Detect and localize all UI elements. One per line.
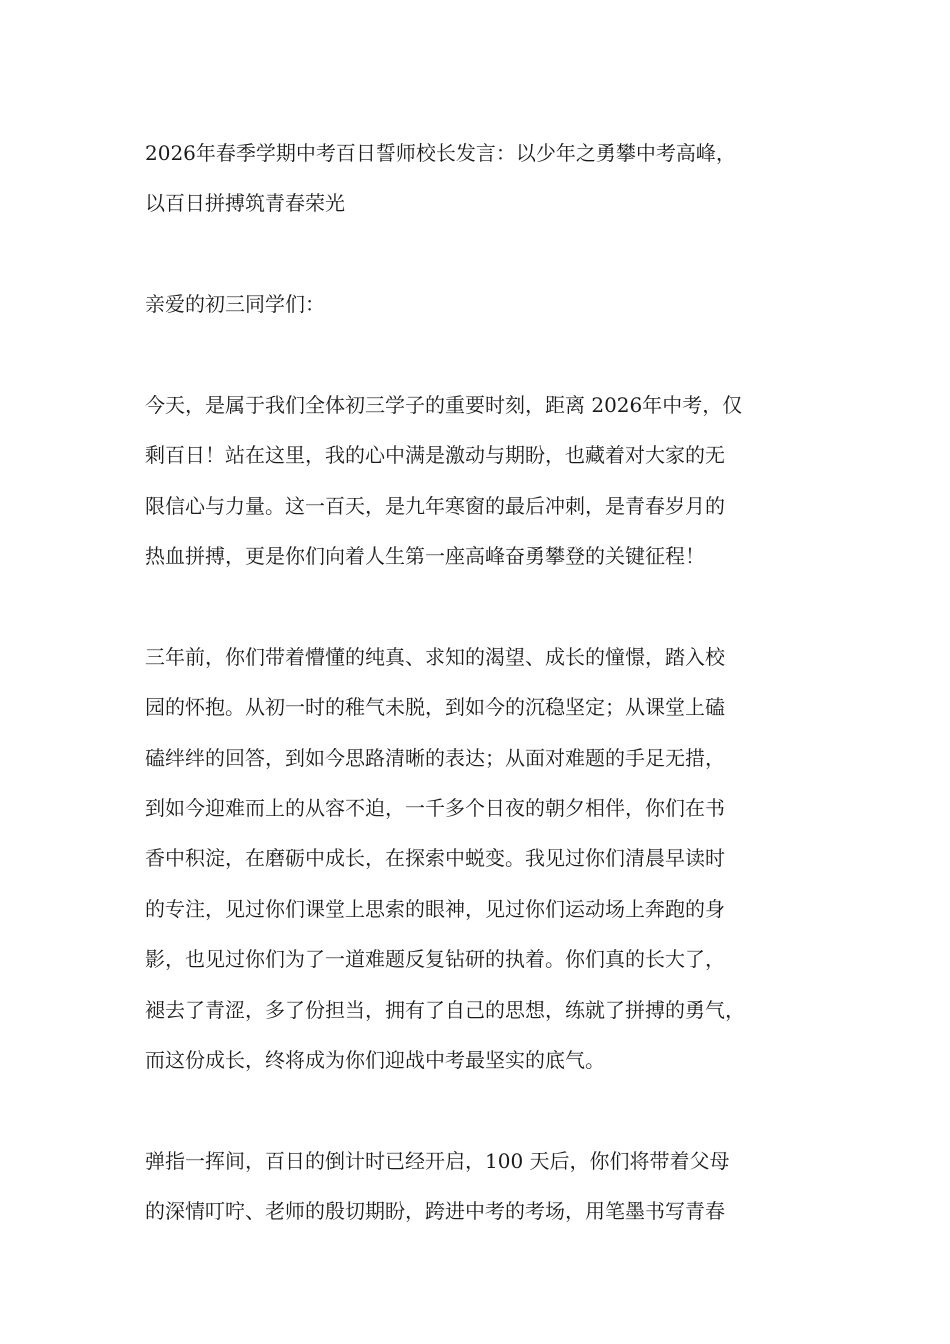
paragraph-line: 弹指一挥间，百日的倒计时已经开启，100 天后，你们将带着父母 [145, 1148, 730, 1173]
blank-line [145, 330, 825, 380]
paragraph-line: 磕绊绊的回答，到如今思路清晰的表达；从面对难题的手足无措， [145, 745, 725, 770]
paragraph-2 [145, 632, 825, 1086]
paragraph-line: 三年前，你们带着懵懂的纯真、求知的渴望、成长的憧憬，踏入校 [145, 644, 725, 669]
paragraph-line: 限信心与力量。这一百天，是九年寒窗的最后冲刺，是青春岁月的 [145, 493, 725, 518]
title-line: 以百日拼搏筑青春荣光 [145, 191, 345, 216]
paragraph-line: 热血拼搏，更是你们向着人生第一座高峰奋勇攀登的关键征程！ [145, 544, 705, 569]
document-title [145, 128, 825, 229]
paragraph-line: 到如今迎难而上的从容不迫，一千多个日夜的朝夕相伴，你们在书 [145, 796, 725, 821]
paragraph-line: 影，也见过你们为了一道难题反复钻研的执着。你们真的长大了， [145, 947, 725, 972]
blank-line [145, 1085, 825, 1135]
blank-line [145, 582, 825, 632]
paragraph-line: 的专注，见过你们课堂上思索的眼神，见过你们运动场上奔跑的身 [145, 896, 725, 921]
paragraph-3 [145, 1136, 825, 1237]
paragraph-line: 香中积淀，在磨砺中成长，在探索中蜕变。我见过你们清晨早读时 [145, 846, 725, 871]
paragraph-line: 今天，是属于我们全体初三学子的重要时刻，距离 2026年中考，仅 [145, 392, 743, 417]
blank-line [145, 229, 825, 279]
paragraph-line: 褪去了青涩，多了份担当，拥有了自己的思想，练就了拼搏的勇气， [145, 997, 745, 1022]
paragraph-line: 园的怀抱。从初一时的稚气未脱，到如今的沉稳坚定；从课堂上磕 [145, 695, 725, 720]
paragraph-line: 剩百日！站在这里，我的心中满是激动与期盼，也藏着对大家的无 [145, 443, 725, 468]
greeting: 亲爱的初三同学们： [145, 292, 325, 317]
paragraph-1 [145, 380, 825, 582]
paragraph-line: 的深情叮咛、老师的殷切期盼，跨进中考的考场，用笔墨书写青春 [145, 1199, 725, 1224]
document-body [145, 128, 825, 1237]
paragraph-line: 而这份成长，终将成为你们迎战中考最坚实的底气。 [145, 1048, 605, 1073]
title-line: 2026年春季学期中考百日誓师校长发言：以少年之勇攀中考高峰， [145, 141, 736, 165]
